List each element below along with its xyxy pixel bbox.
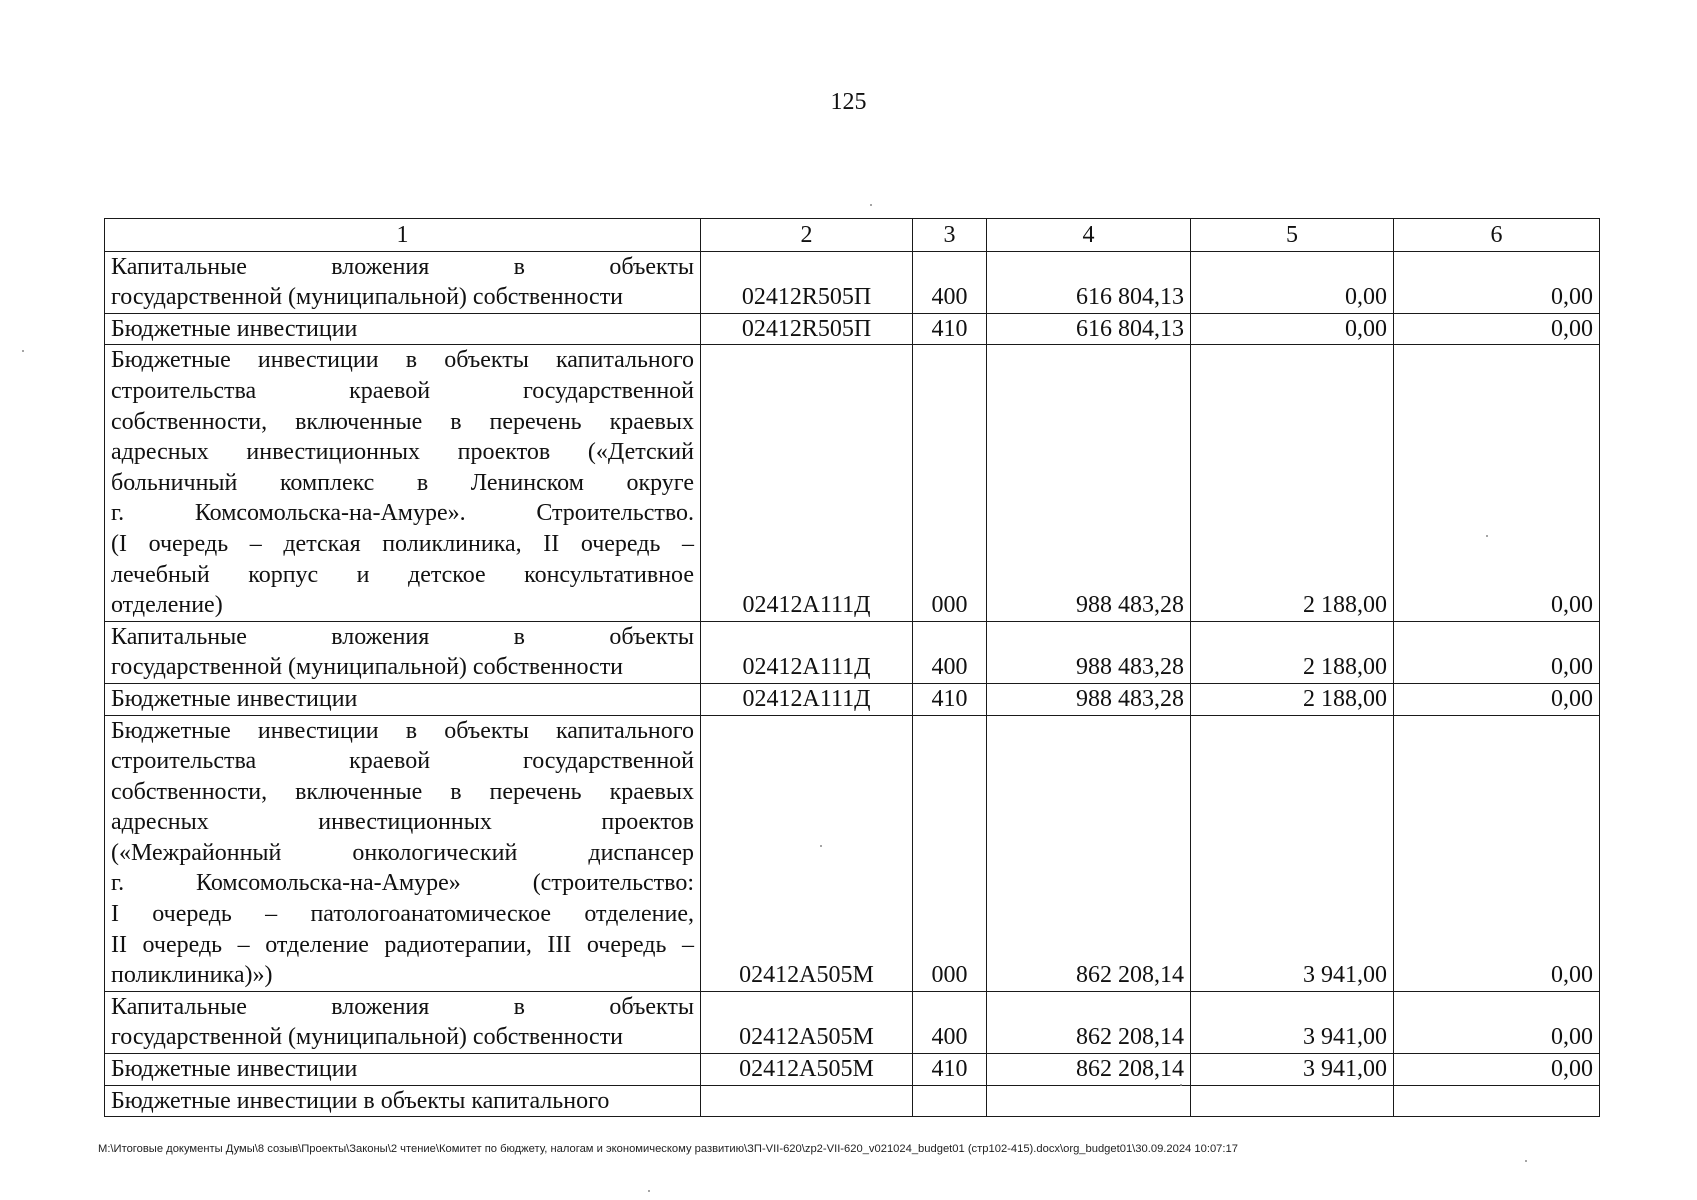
row-value-col5 (1191, 1085, 1394, 1117)
row-name-line: лечебный корпус и детское консультативное (111, 561, 694, 588)
row-name-line: («Межрайонный онкологический диспансер (111, 839, 694, 866)
row-value-col6: 0,00 (1394, 345, 1600, 621)
row-name-line: Бюджетные инвестиции (111, 1056, 358, 1083)
row-value-col6: 0,00 (1394, 715, 1600, 991)
row-type-cell: 400 (913, 621, 987, 683)
table-row (105, 345, 1600, 621)
table-row (105, 715, 1600, 991)
row-name-cell (105, 683, 701, 715)
row-code-cell: 02412А111Д (701, 345, 913, 621)
page-number: 125 (830, 89, 867, 115)
scan-speck (1180, 1084, 1182, 1086)
row-value-col6 (1394, 1085, 1600, 1117)
row-code-cell: 02412R505П (701, 313, 913, 345)
scan-speck (22, 350, 24, 352)
budget-table-body (105, 219, 1600, 1117)
table-row (105, 1054, 1600, 1086)
row-value-col4: 862 208,14 (987, 991, 1191, 1053)
row-value-col5: 2 188,00 (1191, 621, 1394, 683)
row-name-line: собственности, включенные в перечень краевых (111, 408, 694, 435)
row-type-cell: 000 (913, 715, 987, 991)
row-value-col5: 0,00 (1191, 251, 1394, 313)
row-name-cell (105, 345, 701, 621)
row-name-line: адресных инвестиционных проектов (111, 809, 694, 836)
table-header-row (105, 219, 1600, 252)
table-row (105, 991, 1600, 1053)
row-code-cell: 02412А111Д (701, 683, 913, 715)
row-value-col5: 3 941,00 (1191, 991, 1394, 1053)
row-name-line: г. Комсомольска-на-Амуре» (строительство: (111, 870, 694, 897)
scan-speck (1486, 535, 1488, 537)
row-name-cell (105, 251, 701, 313)
column-header-6: 6 (1394, 219, 1600, 252)
scan-speck (648, 1190, 650, 1192)
row-name-line: I очередь – патологоанатомическое отделение, (111, 901, 694, 928)
row-value-col4: 988 483,28 (987, 621, 1191, 683)
row-name-line: Капитальные вложения в объекты (111, 623, 694, 650)
row-name-line: больничный комплекс в Ленинском округе (111, 469, 694, 496)
row-value-col5: 0,00 (1191, 313, 1394, 345)
column-header-3: 3 (913, 219, 987, 252)
row-name-cell (105, 1054, 701, 1086)
row-value-col4: 862 208,14 (987, 1054, 1191, 1086)
row-value-col4: 616 804,13 (987, 313, 1191, 345)
column-header-2: 2 (701, 219, 913, 252)
row-name-line: строительства краевой государственной (111, 377, 694, 404)
row-value-col4 (987, 1085, 1191, 1117)
row-value-col6: 0,00 (1394, 1054, 1600, 1086)
row-type-cell: 410 (913, 313, 987, 345)
row-name-line: строительства краевой государственной (111, 748, 694, 775)
row-name-line: собственности, включенные в перечень краевых (111, 778, 694, 805)
table-row (105, 683, 1600, 715)
row-code-cell (701, 1085, 913, 1117)
column-header-1: 1 (105, 219, 701, 252)
row-code-cell: 02412А505М (701, 991, 913, 1053)
row-name-line: государственной (муниципальной) собственности (111, 284, 624, 311)
row-name-line: Бюджетные инвестиции в объекты капитального (111, 717, 694, 744)
table-row (105, 621, 1600, 683)
row-value-col4: 616 804,13 (987, 251, 1191, 313)
row-code-cell: 02412А505М (701, 1054, 913, 1086)
row-value-col5: 2 188,00 (1191, 683, 1394, 715)
row-value-col5: 3 941,00 (1191, 1054, 1394, 1086)
row-name-cell (105, 991, 701, 1053)
row-name-cell (105, 1085, 701, 1117)
row-code-cell: 02412R505П (701, 251, 913, 313)
row-name-line: отделение) (111, 592, 223, 619)
row-name-line: г. Комсомольска-на-Амуре». Строительство. (111, 500, 694, 527)
row-type-cell: 000 (913, 345, 987, 621)
row-name-line: Бюджетные инвестиции (111, 315, 358, 342)
row-name-line: государственной (муниципальной) собственности (111, 654, 624, 681)
row-name-cell (105, 715, 701, 991)
row-value-col5: 3 941,00 (1191, 715, 1394, 991)
column-header-5: 5 (1191, 219, 1394, 252)
row-value-col5: 2 188,00 (1191, 345, 1394, 621)
row-name-cell (105, 313, 701, 345)
row-type-cell: 410 (913, 1054, 987, 1086)
row-name-line: поликлиника)») (111, 962, 273, 989)
row-value-col6: 0,00 (1394, 991, 1600, 1053)
row-value-col4: 988 483,28 (987, 683, 1191, 715)
row-value-col6: 0,00 (1394, 683, 1600, 715)
row-type-cell (913, 1085, 987, 1117)
row-type-cell: 400 (913, 991, 987, 1053)
row-name-line: Капитальные вложения в объекты (111, 253, 694, 280)
scan-speck (820, 845, 822, 847)
row-name-line: Бюджетные инвестиции в объекты капитального (111, 347, 694, 374)
scan-speck (870, 204, 872, 206)
budget-table (104, 218, 1600, 1117)
table-row (105, 1085, 1600, 1117)
row-value-col6: 0,00 (1394, 313, 1600, 345)
row-value-col6: 0,00 (1394, 621, 1600, 683)
row-name-line: (I очередь – детская поликлиника, II очередь – (111, 530, 694, 557)
row-code-cell: 02412А111Д (701, 621, 913, 683)
row-type-cell: 410 (913, 683, 987, 715)
row-value-col4: 862 208,14 (987, 715, 1191, 991)
table-row (105, 313, 1600, 345)
footer-file-path: M:\Итоговые документы Думы\8 созыв\Проекты\Законы\2 чтение\Комитет по бюджету, налогам и экономическому развитию\ЗП-VII-620\zp2-VII-620_v021024_budget01 (стр102-415).docx\org_budget01\30.09.2024 10:07:17 (98, 1143, 1238, 1155)
row-name-line: II очередь – отделение радиотерапии, III очередь – (111, 931, 694, 958)
row-name-line: Капитальные вложения в объекты (111, 993, 694, 1020)
row-name-line: адресных инвестиционных проектов («Детский (111, 439, 694, 466)
table-row (105, 251, 1600, 313)
row-name-line: Бюджетные инвестиции в объекты капитального (111, 1087, 610, 1114)
row-value-col4: 988 483,28 (987, 345, 1191, 621)
column-header-4: 4 (987, 219, 1191, 252)
row-code-cell: 02412А505М (701, 715, 913, 991)
row-type-cell: 400 (913, 251, 987, 313)
row-value-col6: 0,00 (1394, 251, 1600, 313)
scan-speck (1525, 1160, 1527, 1162)
row-name-line: Бюджетные инвестиции (111, 685, 358, 712)
row-name-line: государственной (муниципальной) собственности (111, 1024, 624, 1051)
row-name-cell (105, 621, 701, 683)
